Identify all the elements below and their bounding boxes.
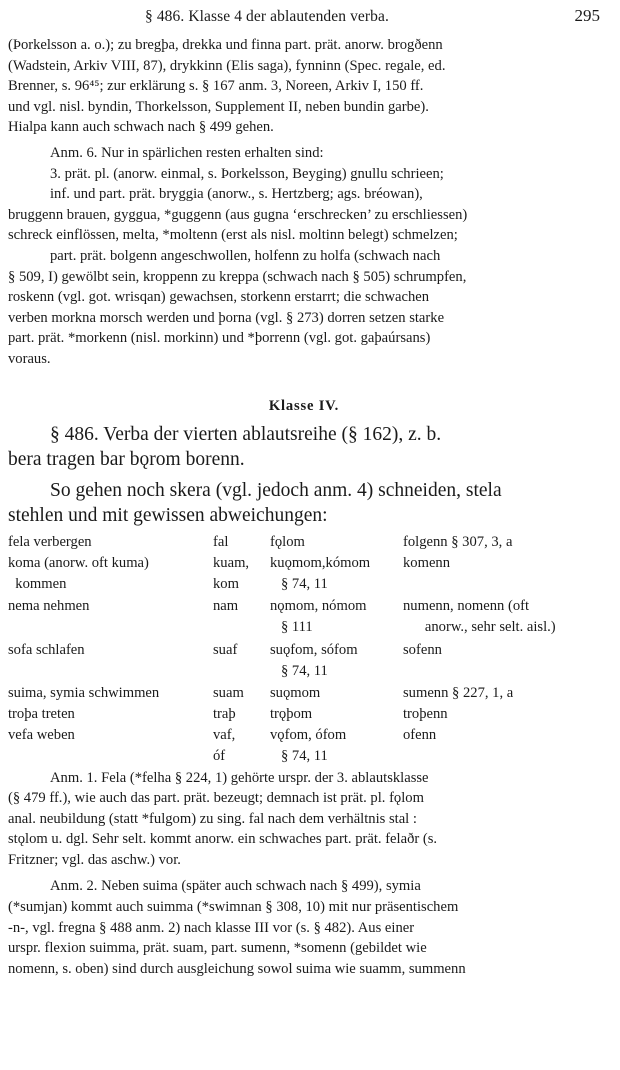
preterite-plural-cell: § 74, 11 bbox=[270, 662, 328, 679]
note-line: urspr. flexion suimma, prät. suam, part. sumenn, *somenn (gebildet wie bbox=[8, 940, 427, 957]
table-row bbox=[8, 576, 600, 598]
section-intro bbox=[8, 478, 600, 528]
infinitive-cell: fela verbergen bbox=[8, 533, 92, 550]
participle-cell: ofenn bbox=[403, 726, 437, 743]
table-row bbox=[8, 685, 600, 707]
preterite-plural-cell: suǫfom, sófom bbox=[270, 641, 358, 658]
infinitive-cell: sofa schlafen bbox=[8, 641, 85, 658]
note-anm-1 bbox=[8, 768, 600, 871]
infinitive-cell: suima, symia schwimmen bbox=[8, 684, 160, 701]
preterite-plural-cell: nǫmom, nómom bbox=[270, 597, 367, 614]
running-title: § 486. Klasse 4 der ablautenden verba. bbox=[145, 8, 389, 25]
preterite-singular-cell: kom bbox=[213, 575, 239, 592]
text-line: und vgl. nisl. byndin, Thorkelsson, Supplement II, neben bundin garbe). bbox=[8, 98, 429, 115]
note-line: schreck einflössen, melta, *moltenn (erst als nisl. moltinn belegt) schmelzen; bbox=[8, 227, 458, 244]
preterite-singular-cell: vaf, bbox=[213, 726, 236, 743]
participle-cell: folgenn § 307, 3, a bbox=[403, 533, 513, 550]
intro-line: So gehen noch skera (vgl. jedoch anm. 4) schneiden, stela bbox=[50, 479, 502, 501]
preterite-singular-cell: suam bbox=[213, 684, 244, 701]
note-line: -n-, vgl. fregna § 488 anm. 2) nach klasse III vor (s. § 482). Aus einer bbox=[8, 919, 415, 936]
table-row bbox=[8, 706, 600, 728]
paragraph-continued bbox=[8, 35, 600, 138]
note-line: Fritzner; vgl. das aschw.) vor. bbox=[8, 851, 181, 868]
note-line: (§ 479 ff.), wie auch das part. prät. bezeugt; demnach ist prät. pl. fǫlom bbox=[8, 790, 424, 807]
section-title bbox=[8, 422, 600, 472]
participle-cell: numenn, nomenn (oft bbox=[403, 597, 530, 614]
text-line: (Þorkelsson a. o.); zu bregþa, drekka und finna part. prät. anorw. brogðenn bbox=[8, 37, 443, 53]
intro-line: stehlen und mit gewissen abweichungen: bbox=[8, 504, 328, 526]
verb-table bbox=[8, 532, 600, 762]
note-anm-2 bbox=[8, 876, 600, 979]
infinitive-cell: koma (anorw. oft kuma) bbox=[8, 554, 149, 571]
participle-cell: sumenn § 227, 1, a bbox=[403, 684, 514, 701]
infinitive-cell: kommen bbox=[8, 575, 67, 592]
preterite-singular-cell: kuam, bbox=[213, 554, 250, 571]
infinitive-cell: vefa weben bbox=[8, 726, 75, 743]
section-title-line: bera tragen bar bǫrom borenn. bbox=[8, 448, 245, 470]
note-line: nomenn, s. oben) sind durch ausgleichung sowol suima wie suamm, summenn bbox=[8, 960, 466, 977]
page-body bbox=[8, 35, 600, 979]
table-row bbox=[8, 534, 600, 556]
note-line: § 509, I) gewölbt sein, kroppenn zu kreppa (schwach nach § 505) schrumpfen, bbox=[8, 268, 467, 285]
note-line: stǫlom u. dgl. Sehr selt. kommt anorw. ein schwaches part. prät. felaðr (s. bbox=[8, 831, 438, 848]
preterite-plural-cell: suǫmom bbox=[270, 684, 321, 701]
participle-cell: anorw., sehr selt. aisl.) bbox=[403, 618, 556, 635]
text-line: Hialpa kann auch schwach nach § 499 gehen. bbox=[8, 119, 274, 136]
note-line: Anm. 2. Neben suima (später auch schwach nach § 499), symia bbox=[50, 878, 421, 895]
preterite-plural-cell: kuǫmom,kómom bbox=[270, 554, 371, 571]
note-anm-6 bbox=[8, 143, 600, 370]
note-line: Anm. 6. Nur in spärlichen resten erhalten sind: bbox=[50, 144, 324, 161]
participle-cell: komenn bbox=[403, 554, 451, 571]
preterite-plural-cell: fǫlom bbox=[270, 533, 305, 550]
note-line: verben morkna morsch werden und þorna (vgl. § 273) dorren setzen starke bbox=[8, 309, 445, 326]
note-line: roskenn (vgl. got. wrisqan) gewachsen, storkenn erstarrt; die schwachen bbox=[8, 289, 430, 306]
running-header bbox=[0, 6, 620, 30]
note-line: Anm. 1. Fela (*felha § 224, 1) gehörte urspr. der 3. ablautsklasse bbox=[50, 769, 429, 786]
table-row bbox=[8, 727, 600, 749]
note-line: anal. neubildung (statt *fulgom) zu sing. fal nach dem verhältnis stal : bbox=[8, 810, 417, 827]
infinitive-cell: troþa treten bbox=[8, 705, 75, 722]
text-line: (Wadstein, Arkiv VIII, 87), drykkinn (Elis saga), fynninn (Spec. regale, ed. bbox=[8, 57, 446, 74]
participle-cell: troþenn bbox=[403, 705, 448, 722]
note-line: 3. prät. pl. (anorw. einmal, s. Þorkelsson, Beyging) gnullu schrieen; bbox=[50, 165, 444, 182]
table-row bbox=[8, 642, 600, 664]
table-row bbox=[8, 598, 600, 620]
preterite-singular-cell: óf bbox=[213, 747, 226, 764]
preterite-plural-cell: vǫfom, ófom bbox=[270, 726, 347, 743]
preterite-singular-cell: traþ bbox=[213, 705, 236, 722]
note-line: part. prät. *morkenn (nisl. morkinn) und *þorrenn (vgl. got. gaþaúrsans) bbox=[8, 330, 431, 347]
table-row bbox=[8, 748, 600, 770]
preterite-plural-cell: trǫþom bbox=[270, 705, 313, 722]
note-line: (*sumjan) kommt auch suimma (*swimnan § 308, 10) mit nur präsentischem bbox=[8, 899, 459, 916]
preterite-singular-cell: fal bbox=[213, 533, 229, 550]
table-row bbox=[8, 619, 600, 641]
preterite-plural-cell: § 111 bbox=[270, 618, 313, 635]
preterite-singular-cell: nam bbox=[213, 597, 239, 614]
section-heading: Klasse IV. bbox=[268, 397, 340, 414]
table-row bbox=[8, 663, 600, 685]
preterite-singular-cell: suaf bbox=[213, 641, 238, 658]
page-number: 295 bbox=[574, 6, 600, 25]
infinitive-cell: nema nehmen bbox=[8, 597, 90, 614]
note-line: voraus. bbox=[8, 350, 51, 367]
preterite-plural-cell: § 74, 11 bbox=[270, 747, 328, 764]
note-line: inf. und part. prät. bryggia (anorw., s. Hertzberg; ags. bréowan), bbox=[50, 186, 423, 203]
note-line: part. prät. bolgenn angeschwollen, holfenn zu holfa (schwach nach bbox=[50, 247, 441, 264]
section-title-line: § 486. Verba der vierten ablautsreihe (§ 162), z. b. bbox=[50, 423, 442, 445]
text-line: Brenner, s. 96⁴⁵; zur erklärung s. § 167 anm. 3, Noreen, Arkiv I, 150 ff. bbox=[8, 78, 424, 95]
preterite-plural-cell: § 74, 11 bbox=[270, 575, 328, 592]
table-row bbox=[8, 555, 600, 577]
participle-cell: sofenn bbox=[403, 641, 442, 658]
note-line: bruggenn brauen, gyggua, *guggenn (aus gugna ‘erschrecken’ zu erschliessen) bbox=[8, 206, 468, 223]
